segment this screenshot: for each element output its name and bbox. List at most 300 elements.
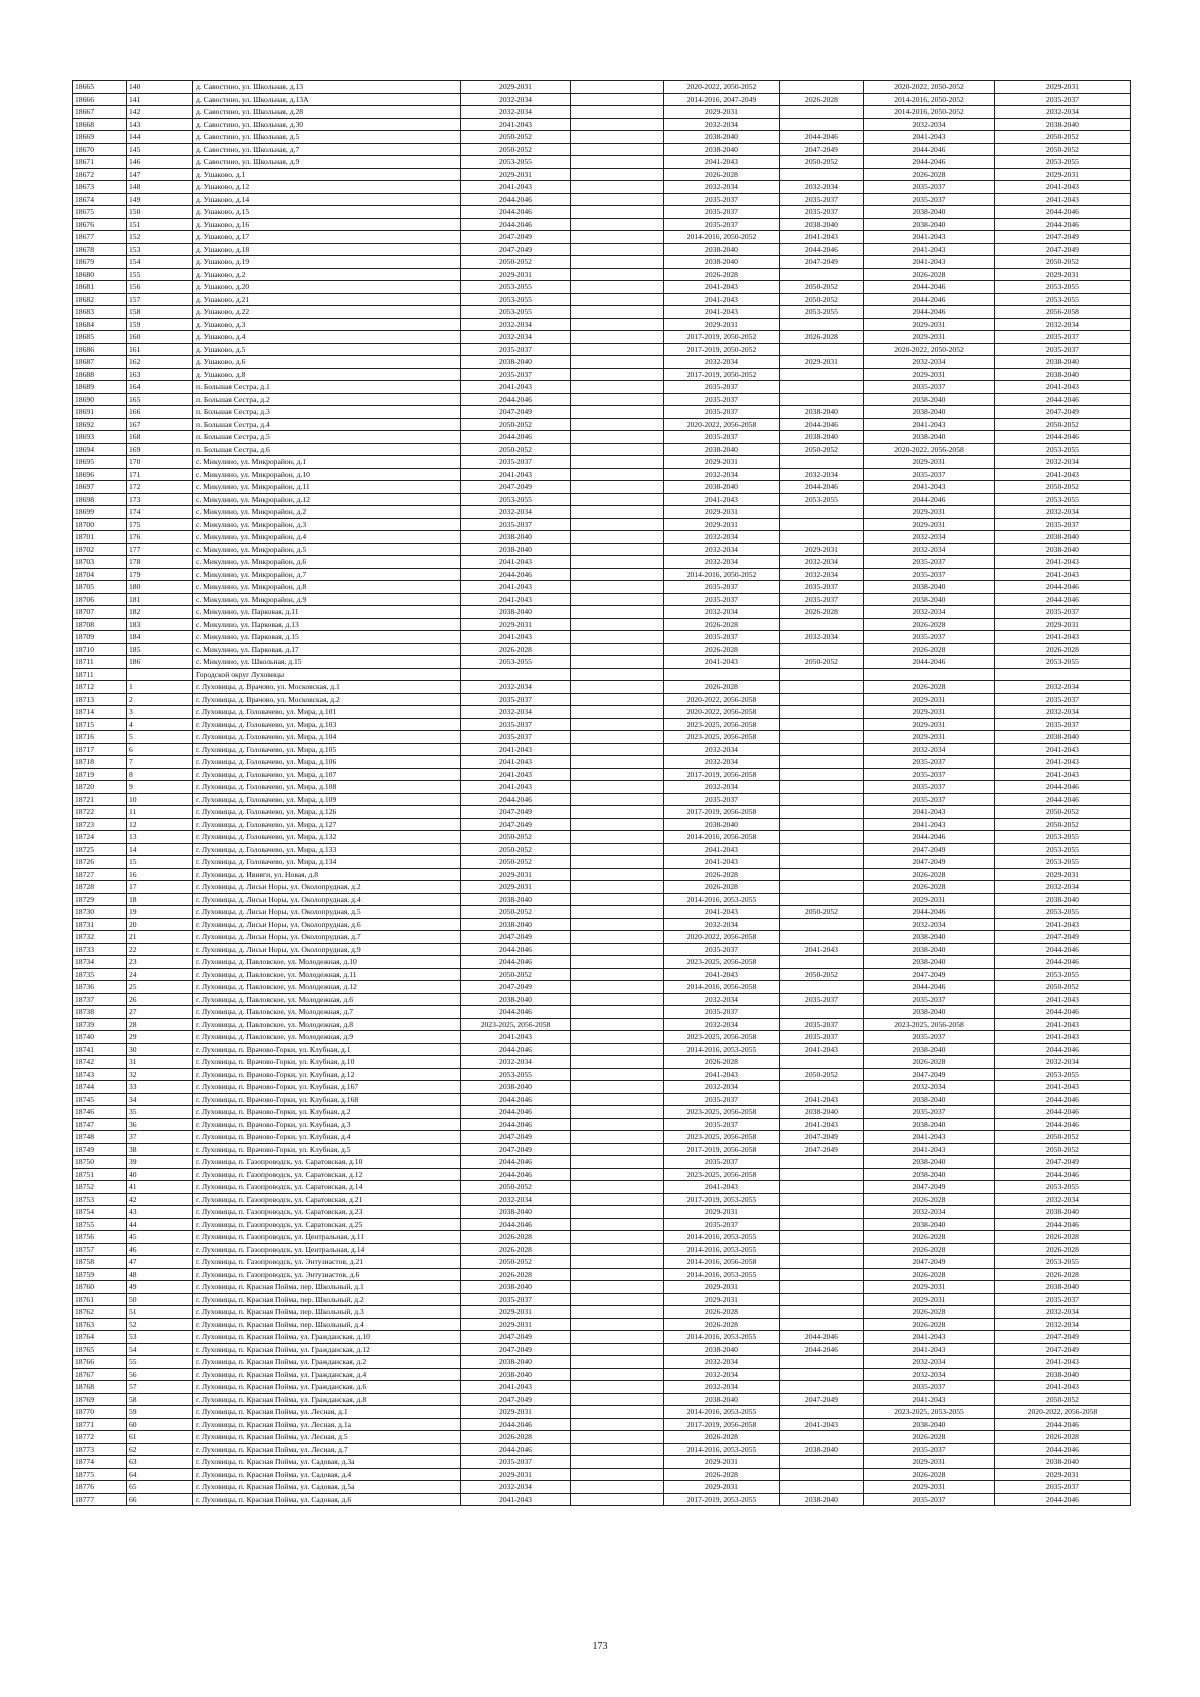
row-number-cell: 176 — [127, 531, 193, 544]
period-cell — [571, 956, 664, 969]
period-cell — [571, 1018, 664, 1031]
period-cell — [571, 381, 664, 394]
row-number-cell: 19 — [127, 906, 193, 919]
period-cell: 2038-2040 — [864, 593, 995, 606]
row-number-cell: 149 — [127, 193, 193, 206]
row-number-cell: 15 — [127, 856, 193, 869]
table-row — [73, 306, 1131, 319]
period-cell: 2038-2040 — [864, 1043, 995, 1056]
period-cell: 2038-2040 — [461, 918, 571, 931]
period-cell: 2032-2034 — [461, 1481, 571, 1494]
period-cell: 2026-2028 — [664, 868, 780, 881]
period-cell — [571, 1243, 664, 1256]
period-cell: 2047-2049 — [780, 1131, 864, 1144]
period-cell — [780, 781, 864, 794]
table-row — [73, 443, 1131, 456]
period-cell: 2014-2016, 2047-2049 — [664, 93, 780, 106]
table-row — [73, 943, 1131, 956]
period-cell — [780, 118, 864, 131]
row-number-cell: 151 — [127, 218, 193, 231]
table-row — [73, 468, 1131, 481]
table-row — [73, 1268, 1131, 1281]
address-cell: г. Луховицы, п. Красная Пойма, ул. Лесная, д.1 — [193, 1406, 461, 1419]
period-cell: 2044-2046 — [864, 156, 995, 169]
address-cell: г. Луховицы, д. Лисьи Норы, ул. Околопрудная, д.2 — [193, 881, 461, 894]
row-id-cell: 18735 — [73, 968, 127, 981]
period-cell: 2035-2037 — [864, 631, 995, 644]
period-cell: 2044-2046 — [995, 943, 1131, 956]
table-row — [73, 431, 1131, 444]
period-cell — [571, 81, 664, 94]
table-row — [73, 1056, 1131, 1069]
period-cell — [780, 1231, 864, 1244]
period-cell — [571, 693, 664, 706]
period-cell: 2035-2037 — [664, 1156, 780, 1169]
period-cell: 2023-2025, 2056-2058 — [664, 1168, 780, 1181]
period-cell — [571, 556, 664, 569]
period-cell: 2023-2025, 2056-2058 — [664, 1131, 780, 1144]
period-cell — [571, 1156, 664, 1169]
row-id-cell: 18711 — [73, 668, 127, 681]
period-cell — [780, 643, 864, 656]
period-cell: 2044-2046 — [995, 1093, 1131, 1106]
period-cell: 2035-2037 — [664, 406, 780, 419]
period-cell: 2035-2037 — [664, 206, 780, 219]
period-cell: 2035-2037 — [780, 206, 864, 219]
address-cell: г. Луховицы, д. Головачево, ул. Мира, д.132 — [193, 831, 461, 844]
period-cell — [780, 706, 864, 719]
period-cell — [664, 668, 780, 681]
period-cell — [780, 868, 864, 881]
row-id-cell: 18747 — [73, 1118, 127, 1131]
table-row — [73, 1131, 1131, 1144]
address-cell: г. Луховицы, д. Головачево, ул. Мира, д.108 — [193, 781, 461, 794]
period-cell: 2032-2034 — [664, 993, 780, 1006]
period-cell: 2038-2040 — [664, 1343, 780, 1356]
address-cell: д. Ушаково, д.6 — [193, 356, 461, 369]
row-id-cell: 18719 — [73, 768, 127, 781]
row-number-cell: 44 — [127, 1218, 193, 1231]
period-cell: 2014-2016, 2053-2055 — [664, 1043, 780, 1056]
row-id-cell: 18717 — [73, 743, 127, 756]
row-number-cell: 2 — [127, 693, 193, 706]
period-cell — [571, 656, 664, 669]
row-id-cell: 18752 — [73, 1181, 127, 1194]
table-row — [73, 556, 1131, 569]
table-row — [73, 968, 1131, 981]
period-cell: 2053-2055 — [995, 493, 1131, 506]
address-cell: д. Савостино, ул. Школьная, д.5 — [193, 131, 461, 144]
period-cell: 2053-2055 — [461, 281, 571, 294]
period-cell — [571, 1106, 664, 1119]
period-cell: 2038-2040 — [461, 531, 571, 544]
period-cell — [571, 1281, 664, 1294]
period-cell: 2029-2031 — [461, 868, 571, 881]
period-cell — [571, 1406, 664, 1419]
period-cell — [571, 1143, 664, 1156]
address-cell: г. Луховицы, п. Газопроводск, ул. Энтузиастов, д.21 — [193, 1256, 461, 1269]
period-cell — [571, 643, 664, 656]
row-number-cell: 174 — [127, 506, 193, 519]
period-cell — [780, 1406, 864, 1419]
period-cell: 2029-2031 — [461, 268, 571, 281]
period-cell: 2041-2043 — [664, 856, 780, 869]
period-cell — [571, 406, 664, 419]
period-cell — [780, 1481, 864, 1494]
period-cell — [780, 693, 864, 706]
address-cell: г. Луховицы, п. Красная Пойма, ул. Садовая, д.6 — [193, 1493, 461, 1506]
row-id-cell: 18694 — [73, 443, 127, 456]
row-number-cell: 166 — [127, 406, 193, 419]
row-number-cell: 164 — [127, 381, 193, 394]
period-cell: 2035-2037 — [461, 731, 571, 744]
period-cell: 2035-2037 — [995, 331, 1131, 344]
row-number-cell: 185 — [127, 643, 193, 656]
row-id-cell: 18670 — [73, 143, 127, 156]
period-cell: 2050-2052 — [995, 143, 1131, 156]
period-cell: 2035-2037 — [995, 693, 1131, 706]
row-id-cell: 18736 — [73, 981, 127, 994]
period-cell: 2053-2055 — [995, 293, 1131, 306]
row-id-cell: 18681 — [73, 281, 127, 294]
row-id-cell: 18682 — [73, 293, 127, 306]
period-cell — [780, 981, 864, 994]
row-id-cell: 18674 — [73, 193, 127, 206]
period-cell — [571, 1381, 664, 1394]
period-cell — [780, 343, 864, 356]
row-number-cell: 152 — [127, 231, 193, 244]
period-cell — [780, 1468, 864, 1481]
period-cell: 2044-2046 — [461, 1118, 571, 1131]
period-cell: 2026-2028 — [864, 681, 995, 694]
row-id-cell: 18700 — [73, 518, 127, 531]
table-row — [73, 843, 1131, 856]
address-cell: с. Микулино, ул. Микрорайон, д.8 — [193, 581, 461, 594]
address-cell: п. Большая Сестра, д.2 — [193, 393, 461, 406]
row-number-cell: 14 — [127, 843, 193, 856]
period-cell: 2053-2055 — [461, 293, 571, 306]
period-cell: 2038-2040 — [864, 1218, 995, 1231]
period-cell: 2044-2046 — [461, 206, 571, 219]
period-cell: 2035-2037 — [780, 993, 864, 1006]
period-cell: 2047-2049 — [864, 856, 995, 869]
period-cell: 2017-2019, 2053-2055 — [664, 1493, 780, 1506]
period-cell: 2017-2019, 2056-2058 — [664, 806, 780, 819]
address-cell: г. Луховицы, п. Красная Пойма, ул. Лесная, д.7 — [193, 1443, 461, 1456]
period-cell: 2032-2034 — [995, 1318, 1131, 1331]
period-cell — [571, 356, 664, 369]
period-cell: 2035-2037 — [664, 1006, 780, 1019]
period-cell: 2047-2049 — [461, 1393, 571, 1406]
table-row — [73, 231, 1131, 244]
period-cell: 2047-2049 — [780, 256, 864, 269]
period-cell: 2050-2052 — [461, 906, 571, 919]
address-cell: с. Микулино, ул. Микрорайон, д.12 — [193, 493, 461, 506]
row-number-cell: 33 — [127, 1081, 193, 1094]
period-cell: 2026-2028 — [664, 1431, 780, 1444]
period-cell — [780, 843, 864, 856]
table-row — [73, 1018, 1131, 1031]
row-id-cell: 18743 — [73, 1068, 127, 1081]
period-cell — [571, 581, 664, 594]
table-row — [73, 481, 1131, 494]
period-cell: 2038-2040 — [461, 993, 571, 1006]
period-cell: 2041-2043 — [461, 181, 571, 194]
period-cell: 2041-2043 — [461, 743, 571, 756]
period-cell: 2041-2043 — [995, 768, 1131, 781]
table-row — [73, 1256, 1131, 1269]
period-cell — [571, 668, 664, 681]
period-cell: 2038-2040 — [864, 393, 995, 406]
row-number-cell: 51 — [127, 1306, 193, 1319]
period-cell: 2047-2049 — [461, 931, 571, 944]
period-cell: 2044-2046 — [780, 131, 864, 144]
period-cell: 2035-2037 — [864, 193, 995, 206]
address-cell: п. Большая Сестра, д.4 — [193, 418, 461, 431]
row-id-cell: 18737 — [73, 993, 127, 1006]
period-cell: 2047-2049 — [461, 243, 571, 256]
period-cell — [571, 456, 664, 469]
period-cell: 2026-2028 — [864, 1056, 995, 1069]
row-number-cell: 163 — [127, 368, 193, 381]
period-cell: 2041-2043 — [864, 1331, 995, 1344]
period-cell — [780, 393, 864, 406]
period-cell: 2026-2028 — [864, 1193, 995, 1206]
period-cell: 2053-2055 — [995, 281, 1131, 294]
period-cell: 2032-2034 — [461, 681, 571, 694]
period-cell: 2038-2040 — [461, 606, 571, 619]
table-row — [73, 856, 1131, 869]
period-cell: 2047-2049 — [461, 818, 571, 831]
row-id-cell: 18667 — [73, 106, 127, 119]
period-cell: 2047-2049 — [864, 843, 995, 856]
period-cell: 2026-2028 — [780, 331, 864, 344]
period-cell — [780, 1256, 864, 1269]
period-cell: 2044-2046 — [995, 393, 1131, 406]
period-cell: 2020-2022, 2056-2058 — [864, 443, 995, 456]
period-cell: 2014-2016, 2056-2058 — [664, 831, 780, 844]
period-cell: 2032-2034 — [664, 356, 780, 369]
table-row — [73, 818, 1131, 831]
period-cell: 2038-2040 — [864, 581, 995, 594]
table-row — [73, 1243, 1131, 1256]
period-cell — [571, 1493, 664, 1506]
table-row — [73, 1206, 1131, 1219]
period-cell — [571, 981, 664, 994]
period-cell: 2041-2043 — [664, 906, 780, 919]
row-number-cell: 184 — [127, 631, 193, 644]
period-cell — [571, 131, 664, 144]
period-cell: 2047-2049 — [995, 1343, 1131, 1356]
row-id-cell: 18733 — [73, 943, 127, 956]
address-cell: г. Луховицы, д. Павловское, ул. Молодежная, д.9 — [193, 1031, 461, 1044]
period-cell: 2038-2040 — [461, 1356, 571, 1369]
period-cell: 2041-2043 — [664, 156, 780, 169]
period-cell: 2035-2037 — [864, 181, 995, 194]
row-id-cell: 18710 — [73, 643, 127, 656]
table-row — [73, 1006, 1131, 1019]
period-cell: 2026-2028 — [864, 1268, 995, 1281]
period-cell: 2053-2055 — [461, 493, 571, 506]
row-id-cell: 18684 — [73, 318, 127, 331]
period-cell: 2035-2037 — [461, 343, 571, 356]
period-cell: 2029-2031 — [664, 1481, 780, 1494]
period-cell: 2023-2025, 2056-2058 — [664, 1031, 780, 1044]
period-cell: 2029-2031 — [864, 706, 995, 719]
table-row — [73, 1281, 1131, 1294]
address-cell: г. Луховицы, п. Красная Пойма, ул. Лесная, д.5 — [193, 1431, 461, 1444]
row-number-cell: 6 — [127, 743, 193, 756]
address-cell: г. Луховицы, п. Газопроводск, ул. Саратовская, д.10 — [193, 1156, 461, 1169]
period-cell: 2044-2046 — [995, 793, 1131, 806]
period-cell — [780, 831, 864, 844]
row-number-cell: 168 — [127, 431, 193, 444]
row-id-cell: 18722 — [73, 806, 127, 819]
period-cell: 2014-2016, 2050-2052 — [864, 93, 995, 106]
row-id-cell: 18728 — [73, 881, 127, 894]
period-cell: 2038-2040 — [864, 206, 995, 219]
period-cell: 2041-2043 — [995, 993, 1131, 1006]
period-cell: 2053-2055 — [995, 1068, 1131, 1081]
row-number-cell: 154 — [127, 256, 193, 269]
address-cell: г. Луховицы, п. Врачово-Горки, ул. Клубная, д.168 — [193, 1093, 461, 1106]
period-cell: 2032-2034 — [664, 743, 780, 756]
period-cell: 2041-2043 — [864, 1393, 995, 1406]
period-cell: 2050-2052 — [461, 831, 571, 844]
row-number-cell: 4 — [127, 718, 193, 731]
period-cell: 2044-2046 — [461, 1218, 571, 1231]
period-cell — [780, 506, 864, 519]
period-cell — [571, 1318, 664, 1331]
table-row — [73, 1418, 1131, 1431]
address-cell: д. Ушаково, д.12 — [193, 181, 461, 194]
period-cell: 2032-2034 — [995, 1306, 1131, 1319]
address-cell: с. Микулино, ул. Микрорайон, д.6 — [193, 556, 461, 569]
period-cell — [780, 618, 864, 631]
period-cell: 2050-2052 — [461, 856, 571, 869]
address-cell: г. Луховицы, д. Павловское, ул. Молодежная, д.11 — [193, 968, 461, 981]
period-cell: 2044-2046 — [995, 1118, 1131, 1131]
period-cell: 2047-2049 — [780, 1143, 864, 1156]
table-row — [73, 356, 1131, 369]
address-cell: п. Большая Сестра, д.5 — [193, 431, 461, 444]
row-number-cell: 46 — [127, 1243, 193, 1256]
table-row — [73, 881, 1131, 894]
period-cell: 2044-2046 — [461, 1006, 571, 1019]
table-row — [73, 581, 1131, 594]
period-cell: 2041-2043 — [461, 118, 571, 131]
period-cell: 2044-2046 — [780, 1343, 864, 1356]
period-cell: 2038-2040 — [864, 1093, 995, 1106]
period-cell: 2041-2043 — [995, 556, 1131, 569]
row-id-cell: 18751 — [73, 1168, 127, 1181]
row-id-cell: 18686 — [73, 343, 127, 356]
period-cell: 2041-2043 — [461, 768, 571, 781]
period-cell: 2035-2037 — [664, 193, 780, 206]
address-cell: п. Большая Сестра, д.3 — [193, 406, 461, 419]
period-cell: 2038-2040 — [864, 931, 995, 944]
period-cell — [571, 1068, 664, 1081]
row-id-cell: 18721 — [73, 793, 127, 806]
period-cell: 2047-2049 — [780, 1393, 864, 1406]
period-cell: 2032-2034 — [995, 456, 1131, 469]
row-id-cell: 18731 — [73, 918, 127, 931]
table-row — [73, 531, 1131, 544]
period-cell: 2047-2049 — [461, 481, 571, 494]
table-row — [73, 156, 1131, 169]
row-id-cell: 18702 — [73, 543, 127, 556]
period-cell — [571, 1268, 664, 1281]
address-cell: с. Микулино, ул. Микрорайон, д.7 — [193, 568, 461, 581]
period-cell: 2044-2046 — [461, 1093, 571, 1106]
period-cell: 2041-2043 — [995, 743, 1131, 756]
period-cell: 2044-2046 — [995, 218, 1131, 231]
period-cell: 2032-2034 — [664, 781, 780, 794]
row-id-cell: 18672 — [73, 168, 127, 181]
period-cell: 2029-2031 — [461, 1468, 571, 1481]
period-cell: 2032-2034 — [664, 556, 780, 569]
period-cell: 2035-2037 — [864, 468, 995, 481]
period-cell: 2044-2046 — [995, 1168, 1131, 1181]
address-cell: с. Микулино, ул. Микрорайон, д.1 — [193, 456, 461, 469]
period-cell: 2053-2055 — [995, 1256, 1131, 1269]
address-cell: г. Луховицы, п. Врачово-Горки, ул. Клубная, д.2 — [193, 1106, 461, 1119]
row-id-cell: 18765 — [73, 1343, 127, 1356]
period-cell — [571, 1031, 664, 1044]
row-number-cell: 10 — [127, 793, 193, 806]
period-cell — [571, 181, 664, 194]
period-cell — [571, 118, 664, 131]
table-row — [73, 1331, 1131, 1344]
period-cell: 2032-2034 — [780, 556, 864, 569]
period-cell: 2029-2031 — [664, 1293, 780, 1306]
period-cell: 2029-2031 — [461, 618, 571, 631]
period-cell — [571, 1468, 664, 1481]
table-row — [73, 1431, 1131, 1444]
table-row — [73, 906, 1131, 919]
period-cell — [571, 281, 664, 294]
period-cell — [780, 81, 864, 94]
period-cell: 2035-2037 — [780, 1031, 864, 1044]
period-cell: 2044-2046 — [995, 1006, 1131, 1019]
period-cell: 2047-2049 — [995, 406, 1131, 419]
period-cell: 2047-2049 — [864, 1181, 995, 1194]
address-cell: г. Луховицы, п. Красная Пойма, ул. Гражданская, д.10 — [193, 1331, 461, 1344]
table-row — [73, 243, 1131, 256]
period-cell — [571, 568, 664, 581]
period-cell — [571, 168, 664, 181]
row-number-cell: 143 — [127, 118, 193, 131]
period-cell: 2038-2040 — [664, 131, 780, 144]
period-cell: 2038-2040 — [864, 1006, 995, 1019]
period-cell: 2044-2046 — [864, 906, 995, 919]
row-id-cell: 18711 — [73, 656, 127, 669]
period-cell — [780, 318, 864, 331]
period-cell: 2032-2034 — [995, 681, 1131, 694]
row-id-cell: 18707 — [73, 606, 127, 619]
table-row — [73, 656, 1131, 669]
period-cell — [780, 756, 864, 769]
row-number-cell: 60 — [127, 1418, 193, 1431]
period-cell: 2041-2043 — [461, 593, 571, 606]
table-row — [73, 418, 1131, 431]
period-cell: 2038-2040 — [864, 406, 995, 419]
period-cell: 2041-2043 — [995, 1031, 1131, 1044]
period-cell: 2050-2052 — [995, 818, 1131, 831]
table-row — [73, 106, 1131, 119]
row-id-cell: 18771 — [73, 1418, 127, 1431]
row-number-cell: 7 — [127, 756, 193, 769]
